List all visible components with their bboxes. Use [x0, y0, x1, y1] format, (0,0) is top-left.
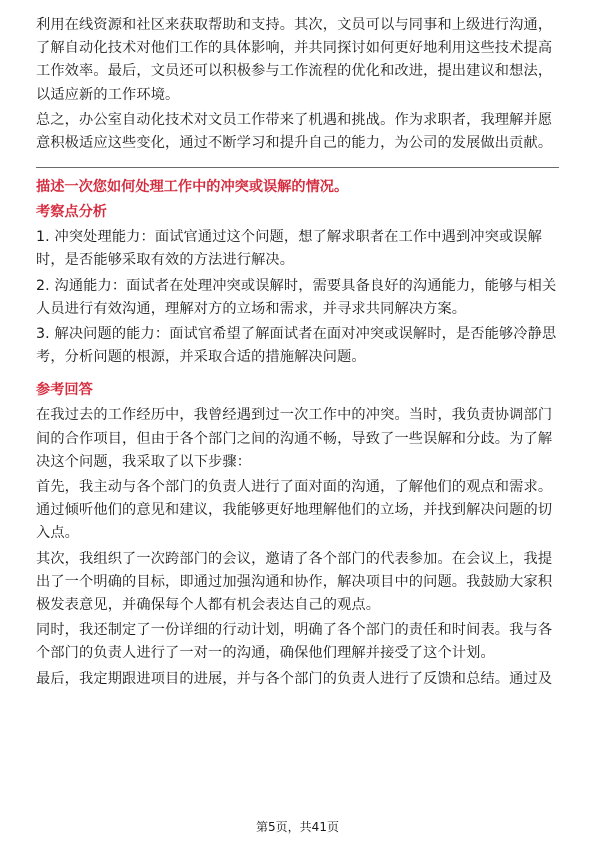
analysis-item: 1. 冲突处理能力：面试官通过这个问题，想了解求职者在工作中遇到冲突或误解时，是否能够采取有效的方法进行解决。: [36, 229, 542, 269]
analysis-heading: 考察点分析: [36, 204, 107, 221]
question-title: 描述一次您如何处理工作中的冲突或误解的情况。: [36, 179, 349, 196]
intro-section: [36, 14, 559, 155]
answer-paragraph: 其次，我组织了一次跨部门的会议，邀请了各个部门的代表参加。在会议上，我提出了一个明确的目标，即通过加强沟通和协作，解决项目中的问题。我鼓励大家积极发表意见，并确保每个人都有机会表达自己的观点。: [36, 550, 553, 614]
document-page: [36, 14, 559, 691]
section-divider: [36, 167, 559, 168]
intro-paragraph: 利用在线资源和社区来获取帮助和支持。其次，文员可以与同事和上级进行沟通，了解自动化技术对他们工作的具体影响，并共同探讨如何更好地利用这些技术提高工作效率。最后，文员还可以积极参与工作流程的优化和改进，提出建议和想法，以适应新的工作环境。: [36, 17, 553, 103]
answer-section: [36, 404, 559, 690]
answer-paragraph: 最后，我定期跟进项目的进展，并与各个部门的负责人进行了反馈和总结。通过及: [36, 670, 553, 687]
page-number: 第5页，共41页: [256, 820, 339, 834]
answer-paragraph: 首先，我主动与各个部门的负责人进行了面对面的沟通，了解他们的观点和需求。通过倾听他们的意见和建议，我能够更好地理解他们的立场，并找到解决问题的切入点。: [36, 479, 553, 542]
answer-paragraph: 在我过去的工作经历中，我曾经遇到过一次工作中的冲突。当时，我负责协调部门间的合作项目，但由于各个部门之间的沟通不畅，导致了一些误解和分歧。为了解决这个问题，我采取了以下步骤：: [36, 407, 553, 470]
intro-paragraph: 总之，办公室自动化技术对文员工作带来了机遇和挑战。作为求职者，我理解并愿意积极适应这些变化，通过不断学习和提升自己的能力，为公司的发展做出贡献。: [36, 111, 553, 152]
analysis-item: 2. 沟通能力：面试者在处理冲突或误解时，需要具备良好的沟通能力，能够与相关人员进行有效沟通，理解对方的立场和需求，并寻求共同解决方案。: [36, 277, 557, 317]
answer-heading: 参考回答: [36, 382, 93, 399]
analysis-item: 3. 解决问题的能力：面试官希望了解面试者在面对冲突或误解时，是否能够冷静思考，分析问题的根源，并采取合适的措施解决问题。: [36, 326, 557, 366]
answer-paragraph: 同时，我还制定了一份详细的行动计划，明确了各个部门的责任和时间表。我与各个部门的负责人进行了一对一的沟通，确保他们理解并接受了这个计划。: [36, 622, 553, 662]
analysis-list: [36, 226, 559, 369]
